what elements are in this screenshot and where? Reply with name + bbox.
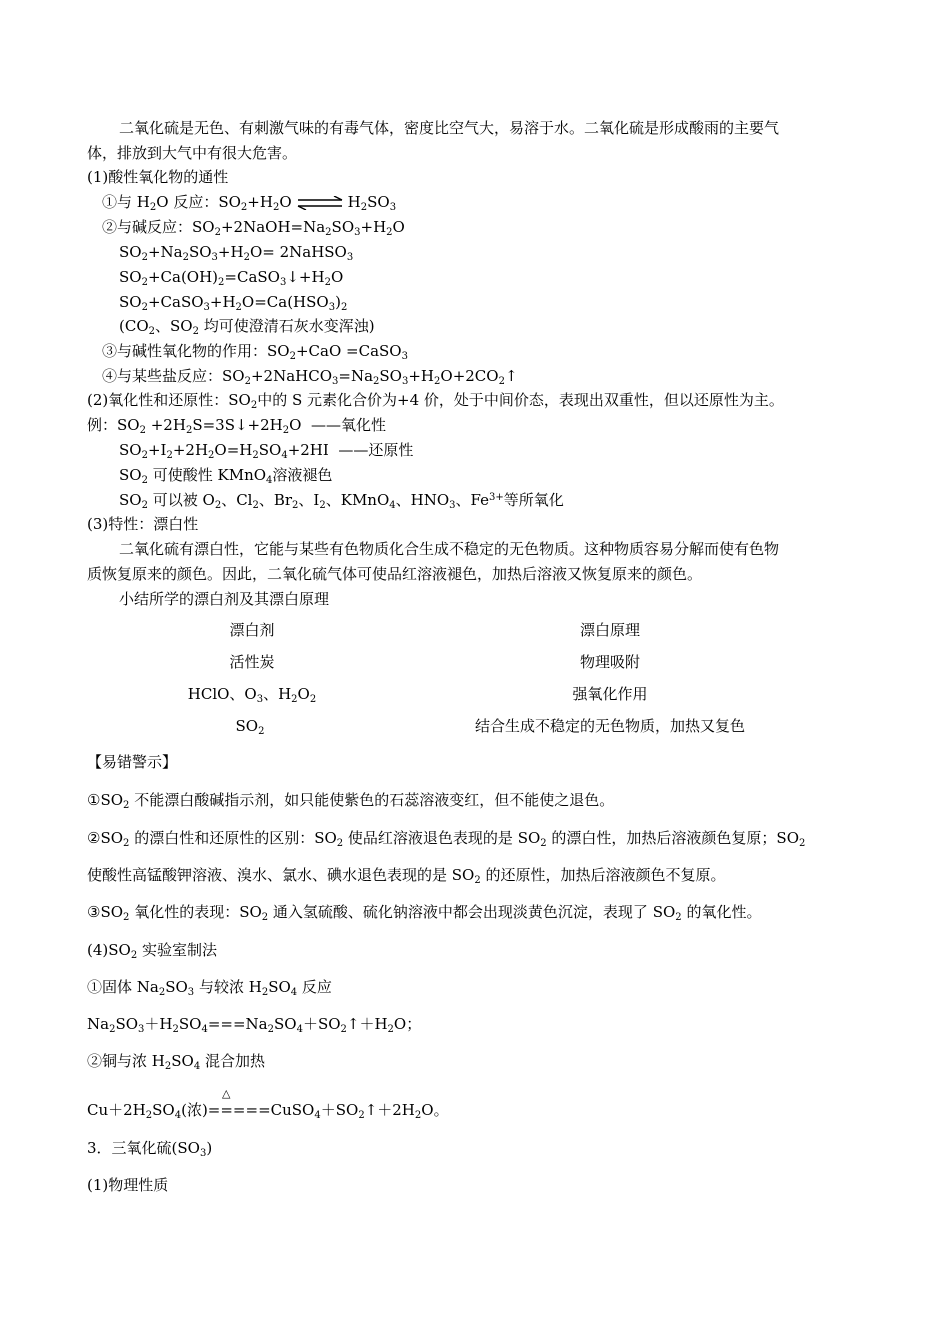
method-2: ②铜与浓 $H_2SO_4$ 混合加热 [87,1052,265,1072]
intro-line-1: 二氧化硫是无色、有刺激气味的有毒气体，密度比空气大，易溶于水。二氧化硫是形成酸雨的主要气 [119,119,780,137]
table-cell-agent: HClO、$O_3$、$H_2O_2$ [187,685,317,705]
reversible-arrow-icon [296,196,344,210]
so3-physical-properties: (1)物理性质 [87,1176,169,1194]
table-cell-principle: 强氧化作用 [572,685,648,703]
warning-3: $③SO_2$ 氧化性的表现：$SO_2$ 通入氢硫酸、硫化钠溶液中都会出现淡黄色沉淀，表现了 $SO_2$ 的氧化性。 [87,903,762,923]
section-4-heading: $(4)SO_2$ 实验室制法 [87,941,217,961]
section-2-heading: (2)氧化性和还原性：$SO_2$中的 S 元素化合价为+4 价，处于中间价态，表现出双重性，但以还原性为主。 [87,391,784,411]
section-3-heading: (3)特性：漂白性 [87,515,199,533]
table-cell-agent: $SO_2$ [235,717,265,737]
eq-salt: ④与某些盐反应：$SO_2+2NaHCO_3=Na_2SO_3+H_2O+2CO_2↑$ [102,367,518,387]
intro-line-2: 体，排放到大气中有很大危害。 [87,144,298,162]
heat-delta-icon: △ [222,1087,231,1100]
warning-2-cont: 使酸性高锰酸钾溶液、溴水、氯水、碘水退色表现的是 $SO_2$ 的还原性，加热后溶液颜色不复原。 [87,866,726,886]
oxidized-by-line: $SO_2$ 可以被 $O_2$、$Cl_2$、$Br_2$、$I_2$、KMnO$_4$、$HNO_3$、$Fe^{3+}$等所氧化 [119,491,564,511]
eq-base-3: $SO_2+Ca(OH)_2=CaSO_3↓+H_2O$ [119,268,344,288]
eq-base-1: ②与碱反应：$SO_2+2NaOH=Na_2SO_3+H_2O$ [102,218,405,238]
bleach-summary: 小结所学的漂白剂及其漂白原理 [119,590,330,608]
table-cell-agent: 活性炭 [229,653,275,671]
table-cell-principle: 物理吸附 [579,653,641,671]
table-header-agent: 漂白剂 [229,621,275,639]
eq-basic-oxide: ③与碱性氧化物的作用：$SO_2+CaO$ =CaSO$_3$ [102,342,408,362]
method-2-equation: $Cu+2H_2SO_4$(浓)$=====CuSO_4+SO_2↑+2H_2O$。 [87,1101,449,1121]
table-cell-principle: 结合生成不稳定的无色物质，加热又复色 [474,717,746,735]
bleach-para-2: 质恢复原来的颜色。因此，二氧化硫气体可使品红溶液褪色，加热后溶液又恢复原来的颜色。 [87,565,703,583]
eq-base-2: $SO_2+Na_2SO_3+H_2O=$ 2NaHSO$_3$ [119,243,354,263]
section-1-heading: (1)酸性氧化物的通性 [87,168,229,186]
method-1: ①固体 $Na_2SO_3$ 与较浓 $H_2SO_4$ 反应 [87,978,332,998]
kmno4-line: $SO_2$ 可使酸性 KMnO$_4$溶液褪色 [119,466,333,486]
eq-base-4: $SO_2+CaSO_3+H_2O=Ca(HSO_3)_2$ [119,293,348,313]
so3-heading: 3．三氧化硫$(SO_3)$ [87,1139,213,1159]
warning-1: $①SO_2$ 不能漂白酸碱指示剂，如只能使紫色的石蕊溶液变红，但不能使之退色。 [87,791,615,811]
eq-reducing: $SO_2+I_2+2H_2O=H_2SO_4+2HI$ ——还原性 [119,441,414,461]
warning-2: $②SO_2$ 的漂白性和还原性的区别：$SO_2$ 使品红溶液退色表现的是 $SO_2$ 的漂白性，加热后溶液颜色复原；$SO_2$ [87,829,806,849]
table-header-principle: 漂白原理 [579,621,641,639]
eq-water: ①与 $H_2O$ 反应：$SO_2+H_2O$ $H_2SO_3$ [102,193,397,213]
warning-title: 【易错警示】 [87,753,178,771]
eq-oxidizing: 例：$SO_2$ $+2H_2S=3S↓+2H_2O$ ——氧化性 [87,416,386,436]
method-1-equation: $Na_2SO_3+H_2SO_4===Na_2SO_4+SO_2↑+H_2O$； [87,1015,422,1035]
bleach-para-1: 二氧化硫有漂白性，它能与某些有色物质化合生成不稳定的无色物质。这种物质容易分解而使有色物 [119,540,780,558]
note-limewater: ($CO_2$、$SO_2$ 均可使澄清石灰水变浑浊) [119,317,375,337]
